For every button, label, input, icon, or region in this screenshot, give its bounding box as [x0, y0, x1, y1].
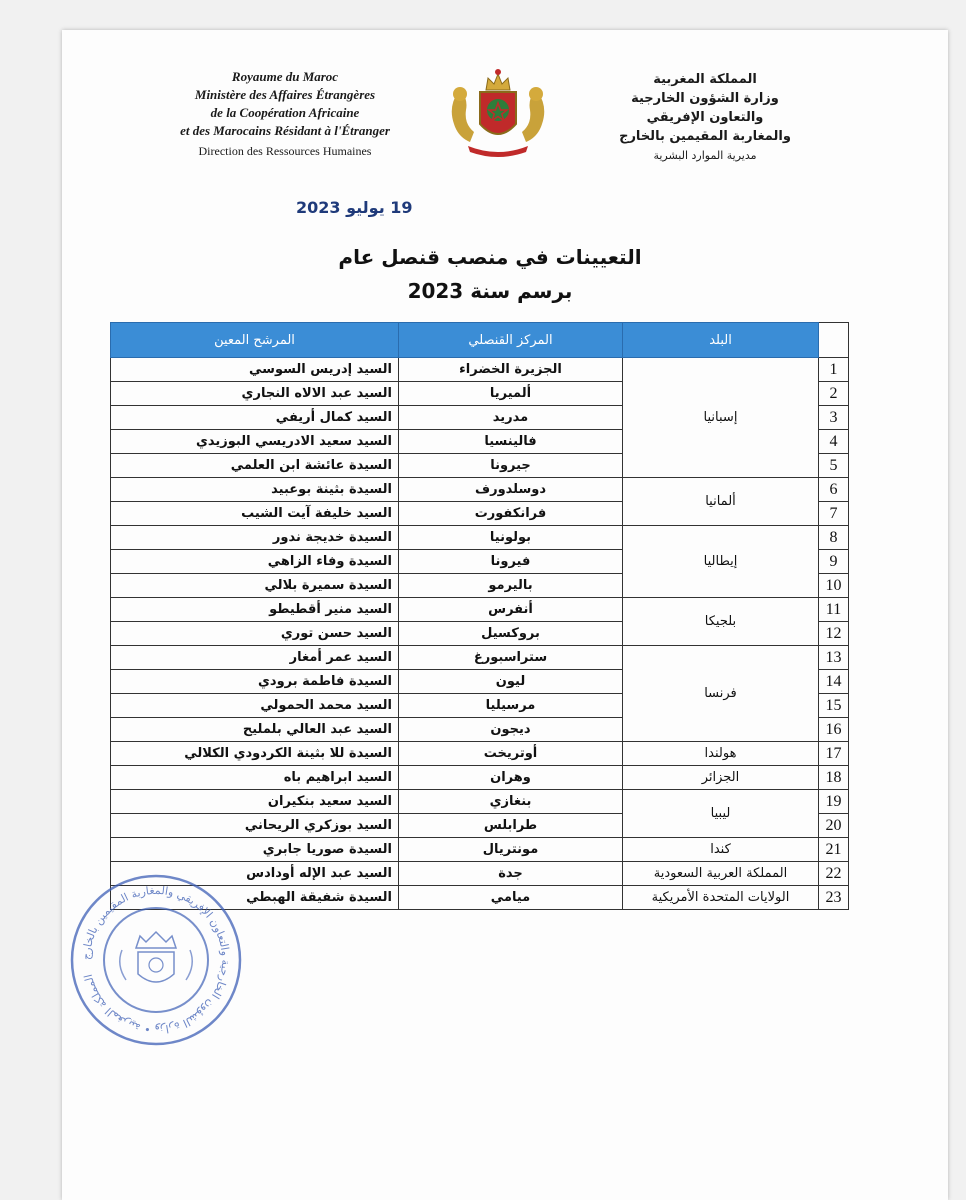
- cell-country: إسبانيا: [623, 358, 819, 478]
- title-line-1: التعيينات في منصب قنصل عام: [338, 245, 642, 269]
- fr-line-3: de la Coopération Africaine: [210, 105, 360, 120]
- cell-row-number: 1: [819, 358, 849, 382]
- cell-candidate: السيدة للا بثينة الكردودي الكلالي: [111, 742, 399, 766]
- cell-consular-center: فرانكفورت: [399, 502, 623, 526]
- cell-candidate: السيد حسن توري: [111, 622, 399, 646]
- cell-row-number: 9: [819, 550, 849, 574]
- table-row: [111, 790, 849, 814]
- cell-row-number: 11: [819, 598, 849, 622]
- cell-candidate: السيد سعيد بنكيران: [111, 790, 399, 814]
- table-row: [111, 646, 849, 670]
- cell-row-number: 20: [819, 814, 849, 838]
- cell-row-number: 2: [819, 382, 849, 406]
- table-header-row: [111, 323, 849, 358]
- cell-candidate: السيد بوزكري الريحاني: [111, 814, 399, 838]
- cell-consular-center: جيرونا: [399, 454, 623, 478]
- moroccan-coat-of-arms-emblem: [440, 62, 556, 162]
- fr-line-4: et des Marocains Résidant à l'Étranger: [180, 123, 390, 138]
- cell-candidate: السيد سعيد الادريسي البوزيدي: [111, 430, 399, 454]
- cell-row-number: 16: [819, 718, 849, 742]
- fr-line-1: Royaume du Maroc: [231, 69, 339, 84]
- cell-row-number: 6: [819, 478, 849, 502]
- cell-row-number: 3: [819, 406, 849, 430]
- cell-consular-center: دوسلدورف: [399, 478, 623, 502]
- fr-direction: Direction des Ressources Humaines: [198, 144, 372, 158]
- appointments-table: [110, 322, 849, 910]
- table-row: [111, 766, 849, 790]
- cell-row-number: 12: [819, 622, 849, 646]
- cell-candidate: السيد منير أقطيطو: [111, 598, 399, 622]
- cell-consular-center: مدريد: [399, 406, 623, 430]
- table-row: [111, 598, 849, 622]
- document-title: [260, 240, 720, 308]
- ar-line-1: المملكة المغربية: [653, 72, 757, 87]
- svg-text:المملكة المغربية • وزارة الشؤو: [80, 884, 232, 1036]
- ar-direction: مديرية الموارد البشرية: [653, 149, 757, 162]
- cell-consular-center: فيرونا: [399, 550, 623, 574]
- cell-candidate: السيد إدريس السوسي: [111, 358, 399, 382]
- official-stamp: [66, 870, 246, 1050]
- cell-consular-center: بولونيا: [399, 526, 623, 550]
- fr-line-2: Ministère des Affaires Étrangères: [194, 87, 376, 102]
- cell-candidate: السيد عمر أمغار: [111, 646, 399, 670]
- cell-candidate: السيد كمال أريفي: [111, 406, 399, 430]
- cell-country: إيطاليا: [623, 526, 819, 598]
- cell-consular-center: طرابلس: [399, 814, 623, 838]
- cell-row-number: 21: [819, 838, 849, 862]
- cell-candidate: السيدة فاطمة برودي: [111, 670, 399, 694]
- document-date: 19 يوليو 2023: [296, 198, 413, 217]
- cell-candidate: السيدة صوريا جابري: [111, 838, 399, 862]
- ar-line-3: والتعاون الإفريقي: [646, 110, 764, 125]
- arabic-letterhead: [590, 70, 820, 165]
- cell-candidate: السيدة شفيقة الهبطي: [111, 886, 399, 910]
- header-country: البلد: [623, 323, 819, 358]
- cell-candidate: السيد محمد الحمولي: [111, 694, 399, 718]
- cell-candidate: السيدة سميرة بلالي: [111, 574, 399, 598]
- table-row: [111, 358, 849, 382]
- cell-row-number: 19: [819, 790, 849, 814]
- table-row: [111, 478, 849, 502]
- cell-row-number: 7: [819, 502, 849, 526]
- cell-consular-center: ألميريا: [399, 382, 623, 406]
- table-body: [111, 358, 849, 910]
- cell-country: بلجيكا: [623, 598, 819, 646]
- cell-consular-center: أوتريخت: [399, 742, 623, 766]
- header-number: [819, 323, 849, 358]
- cell-row-number: 15: [819, 694, 849, 718]
- cell-consular-center: بروكسيل: [399, 622, 623, 646]
- cell-consular-center: الجزيرة الخضراء: [399, 358, 623, 382]
- cell-country: هولندا: [623, 742, 819, 766]
- cell-candidate: السيد عبد الالاه النجاري: [111, 382, 399, 406]
- cell-row-number: 18: [819, 766, 849, 790]
- cell-row-number: 23: [819, 886, 849, 910]
- cell-consular-center: أنفرس: [399, 598, 623, 622]
- cell-country: المملكة العربية السعودية: [623, 862, 819, 886]
- cell-row-number: 8: [819, 526, 849, 550]
- ar-line-4: والمغاربة المقيمين بالخارج: [619, 129, 791, 144]
- cell-row-number: 22: [819, 862, 849, 886]
- table-row: [111, 526, 849, 550]
- stamp-text: المملكة المغربية • وزارة الشؤون الخارجية والتعاون الإفريقي والمغاربة المقيمين بالخارج: [79, 883, 233, 1037]
- cell-country: الجزائر: [623, 766, 819, 790]
- cell-candidate: السيد عبد العالي بلمليح: [111, 718, 399, 742]
- cell-row-number: 5: [819, 454, 849, 478]
- cell-candidate: السيد عبد الإله أودادس: [111, 862, 399, 886]
- title-line-2: برسم سنة 2023: [407, 279, 573, 303]
- cell-consular-center: فالينسيا: [399, 430, 623, 454]
- cell-consular-center: ميامي: [399, 886, 623, 910]
- cell-consular-center: باليرمو: [399, 574, 623, 598]
- cell-consular-center: وهران: [399, 766, 623, 790]
- header-center: المركز القنصلي: [399, 323, 623, 358]
- cell-candidate: السيد ابراهيم باه: [111, 766, 399, 790]
- cell-country: فرنسا: [623, 646, 819, 742]
- cell-row-number: 10: [819, 574, 849, 598]
- cell-consular-center: مونتريال: [399, 838, 623, 862]
- cell-candidate: السيدة عائشة ابن العلمي: [111, 454, 399, 478]
- cell-country: كندا: [623, 838, 819, 862]
- cell-country: الولايات المتحدة الأمريكية: [623, 886, 819, 910]
- table-row: [111, 838, 849, 862]
- cell-row-number: 13: [819, 646, 849, 670]
- cell-row-number: 17: [819, 742, 849, 766]
- cell-candidate: السيدة وفاء الزاهي: [111, 550, 399, 574]
- cell-row-number: 4: [819, 430, 849, 454]
- cell-candidate: السيدة خديجة ندور: [111, 526, 399, 550]
- cell-consular-center: ديجون: [399, 718, 623, 742]
- cell-consular-center: بنغازي: [399, 790, 623, 814]
- appointments-table-wrapper: [110, 322, 849, 910]
- cell-row-number: 14: [819, 670, 849, 694]
- ar-line-2: وزارة الشؤون الخارجية: [631, 91, 779, 106]
- header-candidate: المرشح المعين: [111, 323, 399, 358]
- cell-candidate: السيد خليفة آيت الشيب: [111, 502, 399, 526]
- cell-consular-center: مرسيليا: [399, 694, 623, 718]
- french-letterhead: [150, 68, 420, 160]
- cell-candidate: السيدة بثينة بوعبيد: [111, 478, 399, 502]
- cell-consular-center: ليون: [399, 670, 623, 694]
- cell-country: ألمانيا: [623, 478, 819, 526]
- cell-country: ليبيا: [623, 790, 819, 838]
- cell-consular-center: ستراسبورغ: [399, 646, 623, 670]
- table-row: [111, 742, 849, 766]
- cell-consular-center: جدة: [399, 862, 623, 886]
